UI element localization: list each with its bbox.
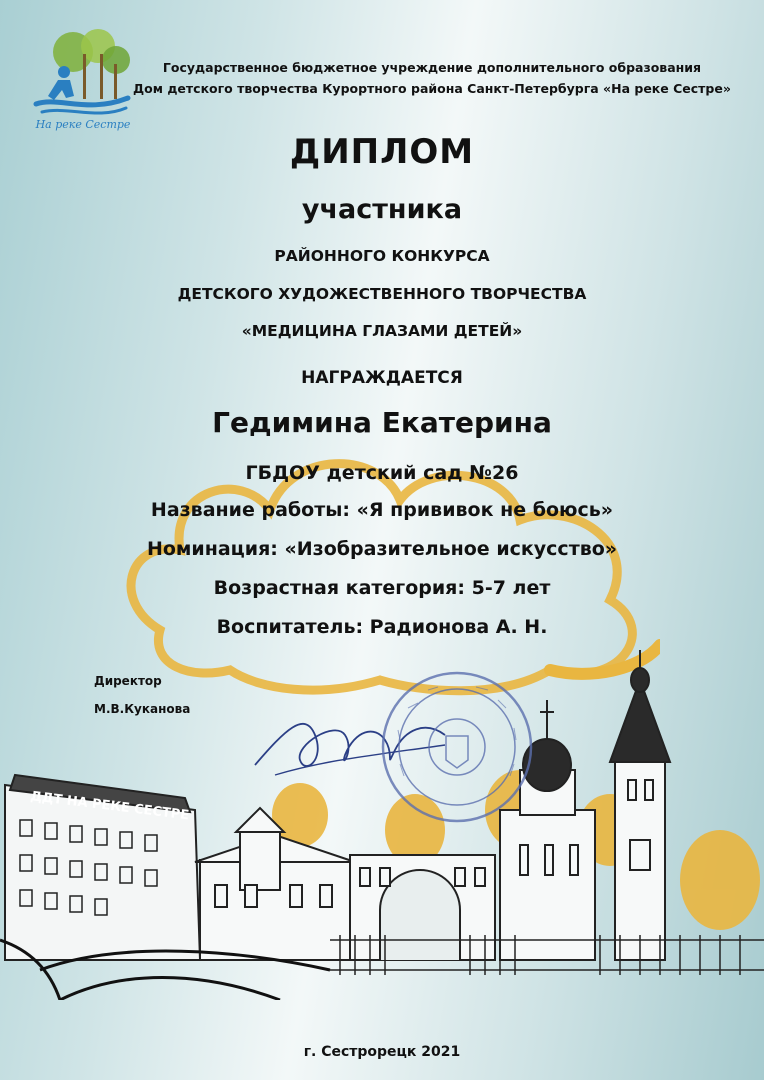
- place-and-year: г. Сестрорецк 2021: [303, 1044, 461, 1060]
- director-name: М.В.Куканова: [94, 702, 191, 716]
- age-category: Возрастная категория: 5-7 лет: [213, 577, 551, 599]
- director-label: Директор: [94, 674, 162, 688]
- organization-name-line2: Дом детского творчества Курортного района Санкт-Петербурга «На реке Сестре»: [133, 81, 731, 96]
- work-title: Название работы: «Я прививок не боюсь»: [150, 499, 614, 521]
- teacher: Воспитатель: Радионова А. Н.: [216, 616, 548, 638]
- organization-logo: [28, 24, 138, 134]
- contest-line-3: «МЕДИЦИНА ГЛАЗАМИ ДЕТЕЙ»: [241, 322, 523, 340]
- nomination: Номинация: «Изобразительное искусство»: [146, 538, 618, 560]
- contest-line-1: РАЙОННОГО КОНКУРСА: [274, 247, 490, 265]
- logo-text: На реке Сестре: [35, 118, 131, 131]
- recipient-name: Гедимина Екатерина: [212, 406, 552, 439]
- organization-name-line1: Государственное бюджетное учреждение дополнительного образования: [162, 60, 702, 75]
- building-sign: ДДТ НА РЕКЕ СЕСТРЕ: [29, 789, 190, 824]
- institution: ГБДОУ детский сад №26: [245, 462, 519, 484]
- diploma-subtitle: участника: [301, 194, 463, 225]
- award-label: НАГРАЖДАЕТСЯ: [301, 368, 463, 388]
- diploma-title: ДИПЛОМ: [289, 132, 475, 172]
- contest-line-2: ДЕТСКОГО ХУДОЖЕСТВЕННОГО ТВОРЧЕСТВА: [177, 285, 587, 303]
- official-stamp: [378, 668, 536, 826]
